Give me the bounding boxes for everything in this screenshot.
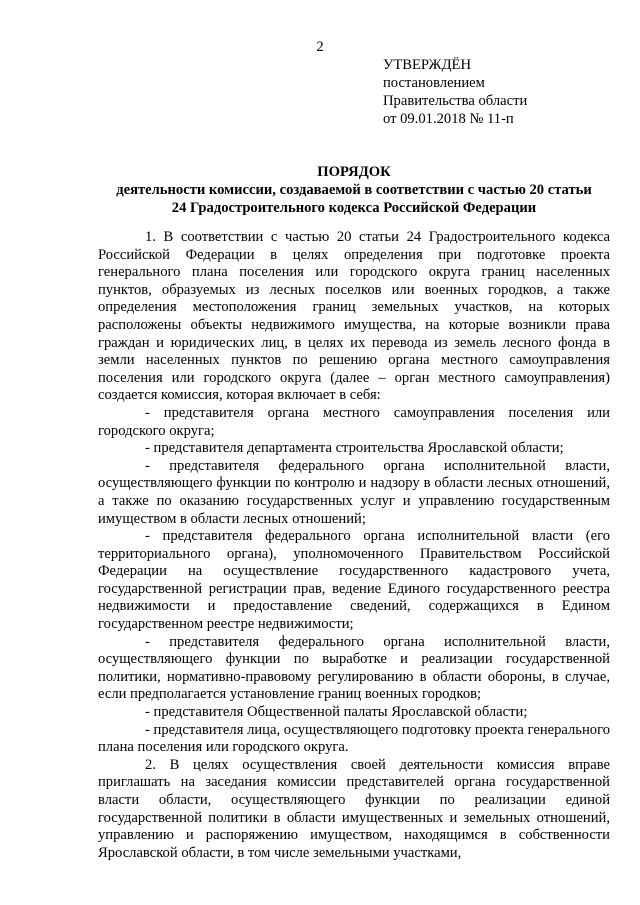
approval-title: УТВЕРЖДЁН	[383, 57, 471, 73]
approval-stamp	[383, 56, 633, 128]
paragraph: 2. В целях осуществления своей деятельности комиссия вправе приглашать на заседания комиссии представителей органа государственной власти области, осуществляющего функции по реализации единой государственной политики в области имущественных и земельных отношений, управлению и распоряжению имуществом, находящимся в собственности Ярославской области, в том числе земельными участками,	[98, 756, 610, 861]
approval-line: постановлением	[383, 75, 485, 91]
title-subline: деятельности комиссии, создаваемой в соответствии с частью 20 статьи	[116, 182, 592, 198]
title-subline: 24 Градостроительного кодекса Российской Федерации	[171, 200, 537, 216]
approval-date: от 09.01.2018 № 11-п	[383, 111, 514, 127]
document-title	[98, 163, 610, 217]
title-heading: ПОРЯДОК	[317, 164, 391, 180]
list-item: - представителя органа местного самоуправления поселения или городского округа;	[98, 404, 610, 439]
list-item: - представителя федерального органа исполнительной власти (его территориального органа), уполномоченного Правительством Российской Федерации на осуществление государственного кадастрового учета, государственной регистрации прав, ведение Единого государственного реестра недвижимости и предоставление сведений, содержащихся в Едином государственном реестре недвижимости;	[98, 528, 610, 633]
approval-line: Правительства области	[383, 93, 528, 109]
paragraph: 1. В соответствии с частью 20 статьи 24 Градостроительного кодекса Российской Федерации в целях определения при подготовке проекта генерального плана поселения или городского округа границ населенных пунктов, образуемых из лесных поселков или военных городков, а также определения местоположения границ земельных участков, на которых расположены объекты недвижимого имущества, на которые возникли права граждан и юридических лиц, в целях их перевода из земель лесного фонда в земли населенных пунктов по решению органа местного самоуправления поселения или городского округа (далее – орган местного самоуправления) создается комиссия, которая включает в себя:	[98, 229, 610, 404]
list-item: - представителя Общественной палаты Ярославской области;	[145, 704, 528, 721]
document-body	[98, 229, 610, 862]
list-item: - представителя федерального органа исполнительной власти, осуществляющего функции по выработке и реализации государственной политики, нормативно-правовому регулированию в области обороны, в случае, если предполагается установление границ военных городков;	[98, 633, 610, 703]
page-number: 2	[316, 39, 324, 55]
list-item: - представителя федерального органа исполнительной власти, осуществляющего функции по контролю и надзору в области лесных отношений, а также по оказанию государственных услуг и управлению государственным имуществом в области лесных отношений;	[98, 457, 610, 527]
list-item: - представителя лица, осуществляющего подготовку проекта генерального плана поселения или городского округа.	[98, 721, 610, 756]
list-item: - представителя департамента строительства Ярославской области;	[145, 440, 564, 457]
